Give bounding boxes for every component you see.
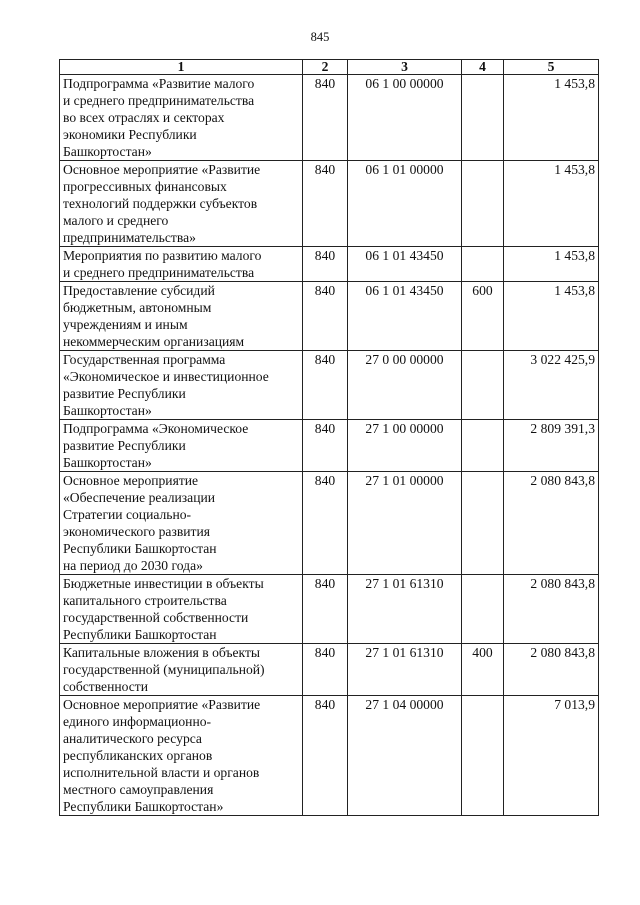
- row-name-text: Предоставление субсидий бюджетным, автономным учреждениям и иным некоммерческим организациям: [63, 283, 245, 349]
- row-col5: 2 080 843,8: [504, 472, 599, 575]
- row-col5: 1 453,8: [504, 75, 599, 161]
- row-col4: [462, 351, 504, 420]
- row-col5: 2 080 843,8: [504, 644, 599, 696]
- row-name: [60, 472, 303, 575]
- row-col4: 600: [462, 282, 504, 351]
- row-col5: 1 453,8: [504, 282, 599, 351]
- row-col2: 840: [303, 420, 348, 472]
- row-name: [60, 247, 303, 282]
- row-col2: 840: [303, 161, 348, 247]
- row-col5: 7 013,9: [504, 696, 599, 816]
- row-col4: [462, 472, 504, 575]
- row-col4: [462, 420, 504, 472]
- row-name-text: Капитальные вложения в объекты государственной (муниципальной) собственности: [63, 645, 265, 694]
- row-col5: 2 080 843,8: [504, 575, 599, 644]
- row-name: [60, 351, 303, 420]
- row-col2: 840: [303, 282, 348, 351]
- budget-table: [59, 59, 599, 816]
- row-name: [60, 420, 303, 472]
- row-col3: 27 1 04 00000: [348, 696, 462, 816]
- table-row: [60, 420, 599, 472]
- table-row: [60, 161, 599, 247]
- row-name: [60, 644, 303, 696]
- row-col5: 1 453,8: [504, 247, 599, 282]
- table-row: [60, 696, 599, 816]
- page-number: 845: [310, 30, 330, 44]
- row-col2: 840: [303, 351, 348, 420]
- row-name: [60, 75, 303, 161]
- row-name-text: Мероприятия по развитию малого и среднего предпринимательства: [63, 248, 262, 280]
- row-name: [60, 575, 303, 644]
- row-col3: 06 1 00 00000: [348, 75, 462, 161]
- row-name: [60, 161, 303, 247]
- table-row: [60, 644, 599, 696]
- row-col2: 840: [303, 247, 348, 282]
- row-col4: [462, 161, 504, 247]
- header-col-5: 5: [504, 60, 599, 75]
- row-col4: 400: [462, 644, 504, 696]
- row-col2: 840: [303, 75, 348, 161]
- table-header: [60, 60, 599, 75]
- row-name-text: Основное мероприятие «Развитие единого информационно- аналитического ресурса республиканских органов исполнительной власти и органов местного самоуправления Республики Башкортостан»: [63, 697, 261, 814]
- row-col3: 27 1 01 00000: [348, 472, 462, 575]
- header-col-3: 3: [348, 60, 462, 75]
- row-col2: 840: [303, 696, 348, 816]
- row-col3: 06 1 01 43450: [348, 247, 462, 282]
- row-name-text: Основное мероприятие «Обеспечение реализации Стратегии социально- экономического развития Республики Башкортостан на период до 2030 года»: [63, 473, 217, 573]
- table-row: [60, 282, 599, 351]
- row-name: [60, 696, 303, 816]
- row-name-text: Бюджетные инвестиции в объекты капитального строительства государственной собственности Республики Башкортостан: [63, 576, 264, 642]
- row-col2: 840: [303, 575, 348, 644]
- row-col5: 3 022 425,9: [504, 351, 599, 420]
- header-row: [60, 60, 599, 75]
- row-name-text: Подпрограмма «Экономическое развитие Республики Башкортостан»: [63, 421, 249, 470]
- row-col4: [462, 247, 504, 282]
- table-row: [60, 351, 599, 420]
- header-col-2: 2: [303, 60, 348, 75]
- row-col3: 27 0 00 00000: [348, 351, 462, 420]
- row-name-text: Основное мероприятие «Развитие прогрессивных финансовых технологий поддержки субъектов малого и среднего предпринимательства»: [63, 162, 261, 245]
- row-name: [60, 282, 303, 351]
- row-col3: 06 1 01 43450: [348, 282, 462, 351]
- row-col3: 27 1 00 00000: [348, 420, 462, 472]
- row-col5: 1 453,8: [504, 161, 599, 247]
- row-name-text: Подпрограмма «Развитие малого и среднего предпринимательства во всех отраслях и секторах экономики Республики Башкортостан»: [63, 76, 255, 159]
- row-col5: 2 809 391,3: [504, 420, 599, 472]
- row-col4: [462, 75, 504, 161]
- table-row: [60, 75, 599, 161]
- row-col2: 840: [303, 472, 348, 575]
- row-col2: 840: [303, 644, 348, 696]
- table-row: [60, 575, 599, 644]
- row-col3: 06 1 01 00000: [348, 161, 462, 247]
- row-col3: 27 1 01 61310: [348, 575, 462, 644]
- header-col-4: 4: [462, 60, 504, 75]
- header-col-1: 1: [60, 60, 303, 75]
- row-col4: [462, 696, 504, 816]
- table-row: [60, 472, 599, 575]
- table-body: [60, 75, 599, 816]
- row-col4: [462, 575, 504, 644]
- row-name-text: Государственная программа «Экономическое и инвестиционное развитие Республики Башкортостан»: [63, 352, 269, 418]
- table-row: [60, 247, 599, 282]
- row-col3: 27 1 01 61310: [348, 644, 462, 696]
